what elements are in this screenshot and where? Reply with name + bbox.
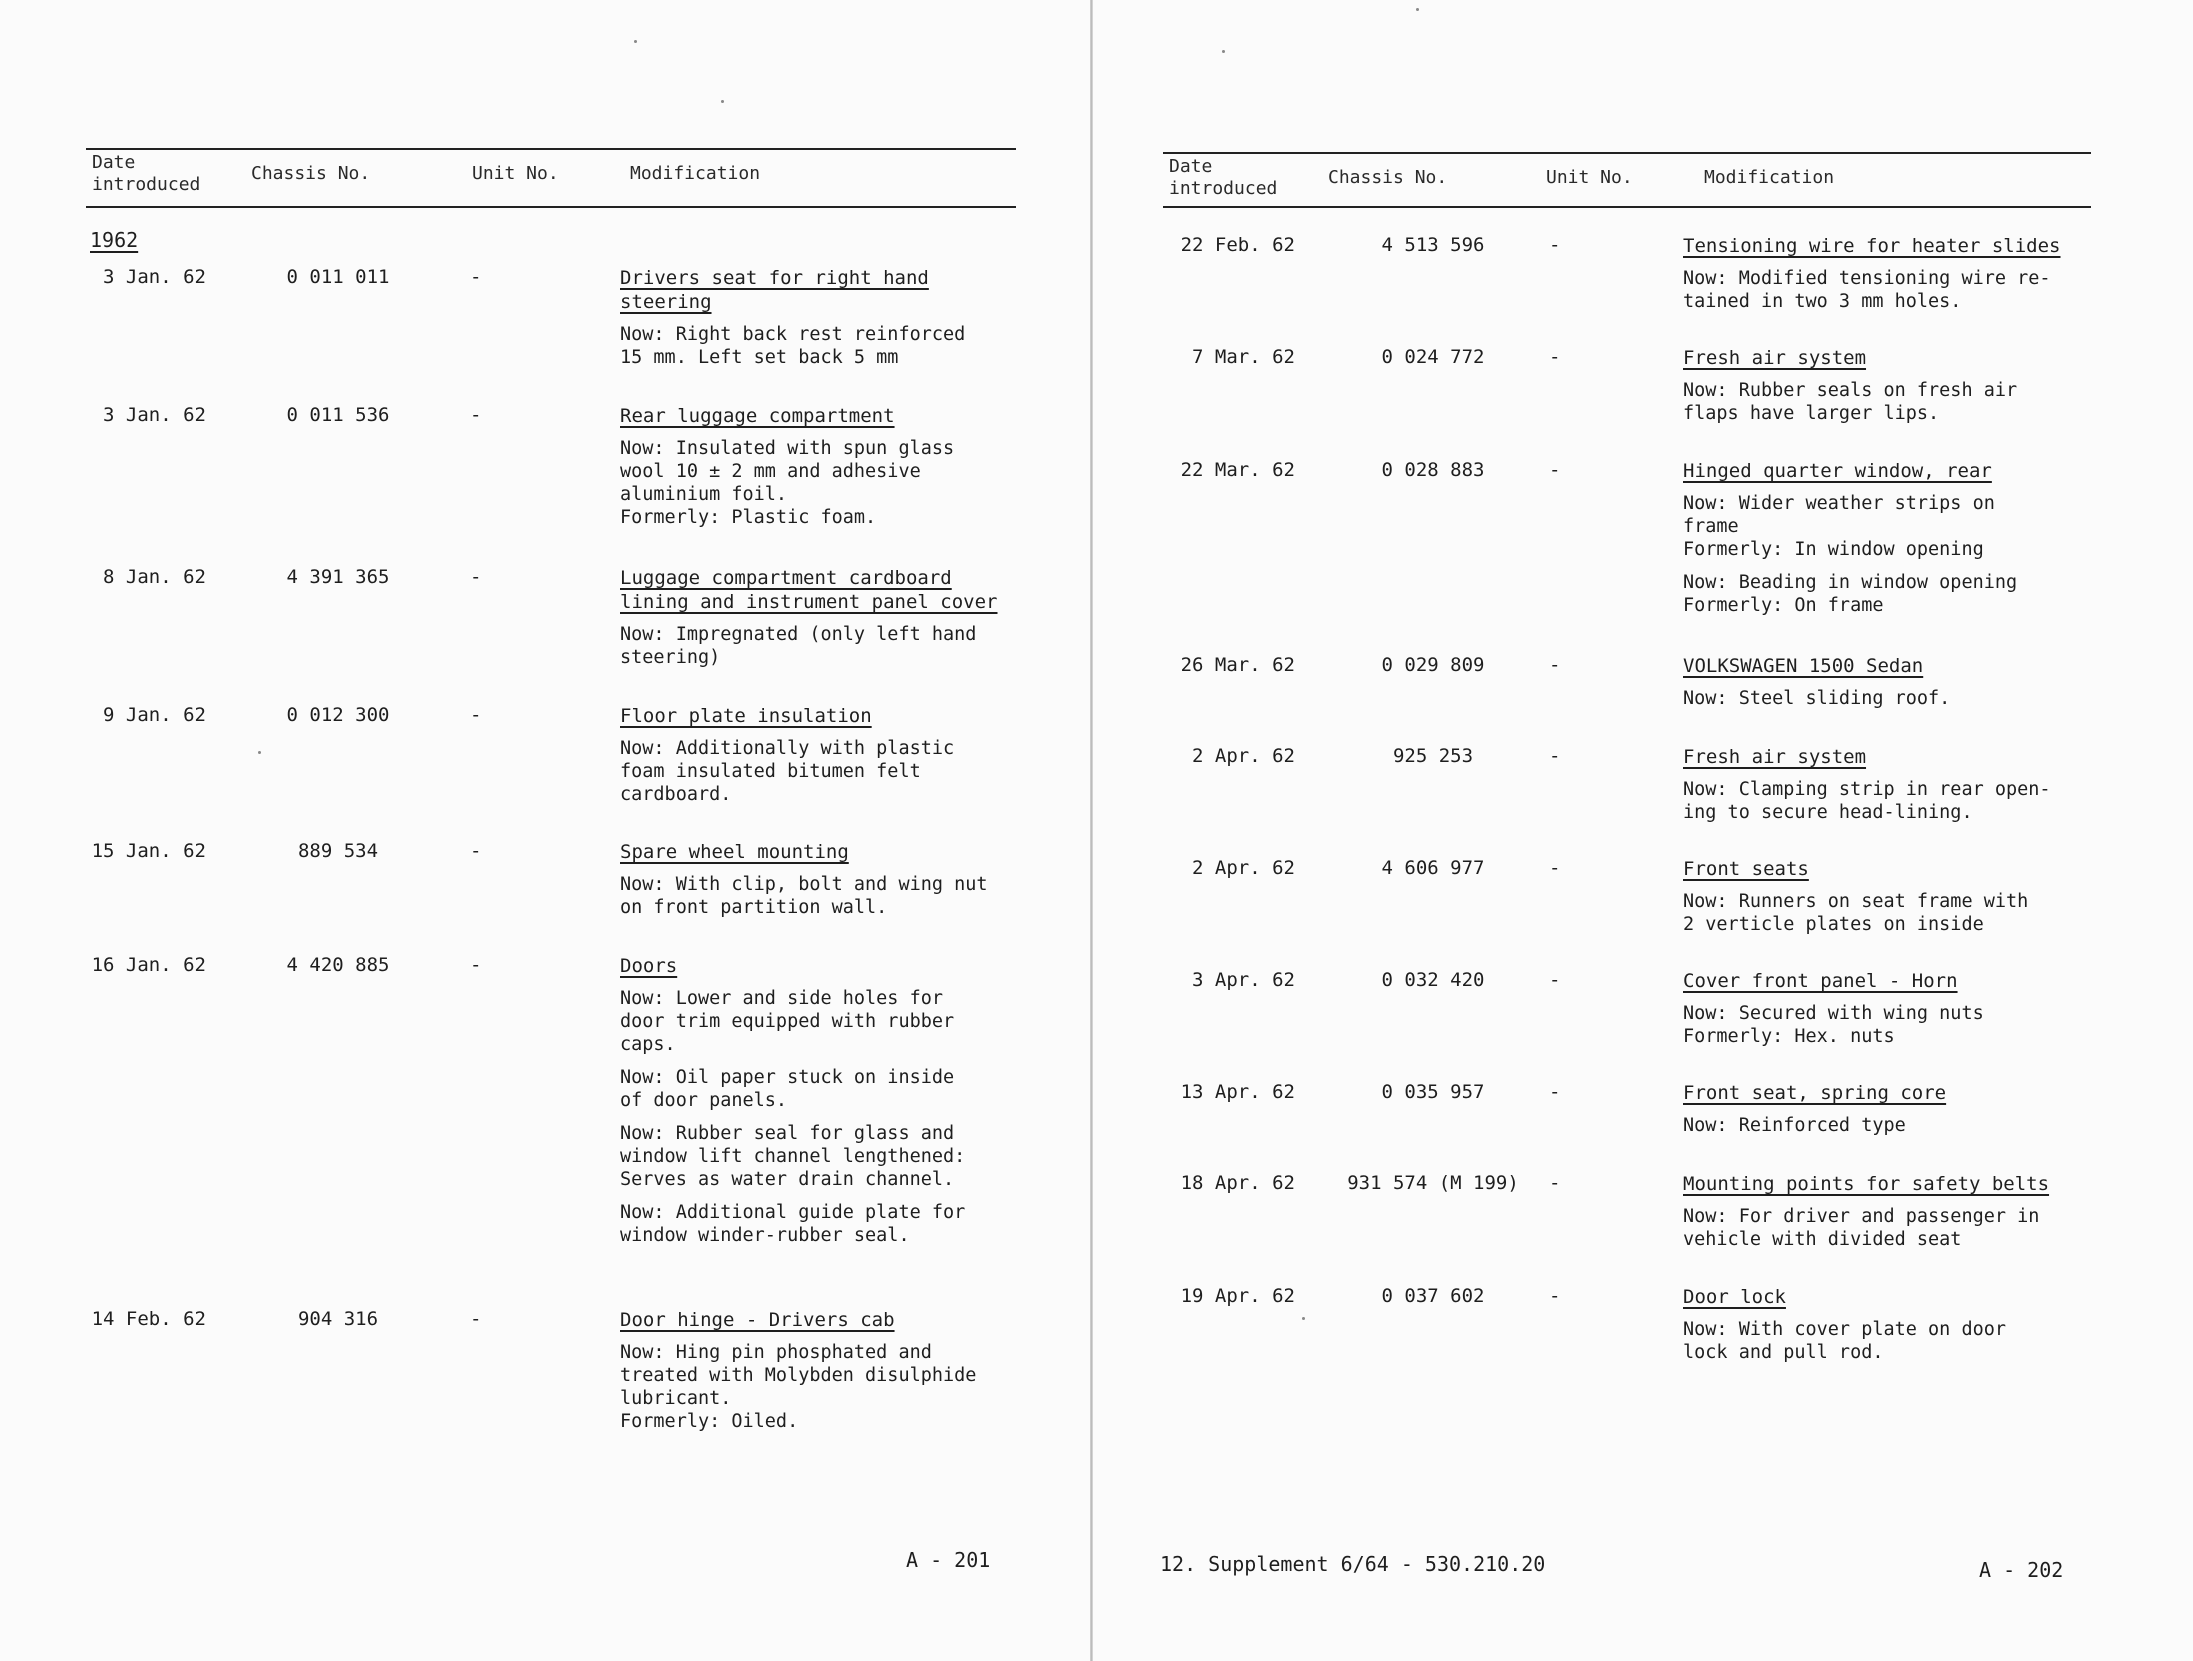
entry-date: 18 Apr. 62	[1180, 1172, 1295, 1194]
scan-speck	[1222, 50, 1225, 53]
entry-chassis-no: 0 032 420	[1381, 969, 1485, 991]
entry-chassis-no: 925 253	[1392, 745, 1474, 767]
modification-note: Now: Secured with wing nuts Formerly: Hex. nuts	[1683, 1003, 1984, 1047]
entry-chassis-no: 0 035 957	[1381, 1081, 1485, 1103]
modification-title: Door lock	[1683, 1286, 1786, 1308]
modification-title: Rear luggage compartment	[620, 405, 895, 427]
entry-modification	[1683, 234, 2123, 323]
entry-unit-no: -	[470, 954, 482, 976]
modification-note: Now: With cover plate on door lock and pull rod.	[1683, 1319, 2007, 1363]
modification-title: Luggage compartment cardboard lining and instrument panel cover	[620, 567, 998, 613]
entry-modification	[620, 840, 1100, 929]
left-page	[0, 0, 1090, 1661]
entry-date: 19 Apr. 62	[1180, 1285, 1295, 1307]
entry-date: 26 Mar. 62	[1180, 654, 1295, 676]
modification-title: VOLKSWAGEN 1500 Sedan	[1683, 655, 1924, 677]
entry-modification	[1683, 969, 2123, 1058]
modification-note: Now: With clip, bolt and wing nut on front partition wall.	[620, 874, 988, 918]
right-page	[1093, 0, 2193, 1661]
modification-note: Now: Wider weather strips on frame Formerly: In window opening	[1683, 493, 1995, 560]
entry-date: 16 Jan. 62	[91, 954, 206, 976]
entry-modification	[620, 566, 1100, 679]
entry-unit-no: -	[470, 266, 482, 288]
entry-chassis-no: 931 574 (M 199)	[1347, 1172, 1519, 1194]
entry-date: 2 Apr. 62	[1192, 745, 1295, 767]
entry-unit-no: -	[470, 1308, 482, 1330]
entry-chassis-no: 889 534	[297, 840, 379, 862]
entry-date: 8 Jan. 62	[103, 566, 206, 588]
supplement-note: 12. Supplement 6/64 - 530.210.20	[1160, 1552, 1546, 1576]
table-header	[86, 148, 1016, 208]
scan-speck	[1416, 8, 1419, 11]
header-unit: Unit No.	[472, 163, 559, 184]
modification-title: Door hinge - Drivers cab	[620, 1309, 895, 1331]
entry-modification	[1683, 745, 2123, 834]
modification-note: Now: Modified tensioning wire re- tained in two 3 mm holes.	[1683, 268, 2051, 312]
entry-chassis-no: 4 420 885	[286, 954, 390, 976]
entry-date: 2 Apr. 62	[1192, 857, 1295, 879]
entry-unit-no: -	[470, 840, 482, 862]
header-unit: Unit No.	[1546, 167, 1633, 188]
header-chassis: Chassis No.	[1328, 167, 1448, 188]
year-heading: 1962	[90, 228, 139, 252]
modification-note: Now: Rubber seals on fresh air flaps have larger lips.	[1683, 380, 2018, 424]
page-number: A - 202	[1979, 1558, 2064, 1582]
entry-date: 15 Jan. 62	[91, 840, 206, 862]
entry-unit-no: -	[1549, 234, 1561, 256]
entry-chassis-no: 0 029 809	[1381, 654, 1485, 676]
entry-modification	[1683, 459, 2123, 627]
entry-unit-no: -	[1549, 1081, 1561, 1103]
header-modification: Modification	[1704, 167, 1835, 188]
entry-date: 7 Mar. 62	[1192, 346, 1295, 368]
entry-chassis-no: 0 028 883	[1381, 459, 1485, 481]
modification-note: Now: Right back rest reinforced 15 mm. Left set back 5 mm	[620, 324, 966, 368]
entry-modification	[1683, 1081, 2123, 1147]
entry-chassis-no: 0 024 772	[1381, 346, 1485, 368]
entry-chassis-no: 0 012 300	[286, 704, 390, 726]
entry-unit-no: -	[1549, 1172, 1561, 1194]
scan-speck	[1302, 1317, 1305, 1320]
scan-speck	[721, 100, 724, 103]
modification-note: Now: Steel sliding roof.	[1683, 688, 1951, 709]
entry-chassis-no: 4 391 365	[286, 566, 390, 588]
entry-modification	[620, 704, 1100, 816]
modification-title: Fresh air system	[1683, 746, 1867, 768]
page-number: A - 201	[906, 1548, 991, 1572]
entry-modification	[1683, 346, 2123, 435]
entry-unit-no: -	[1549, 346, 1561, 368]
modification-title: Spare wheel mounting	[620, 841, 849, 863]
modification-note: Now: Additional guide plate for window winder-rubber seal.	[620, 1202, 966, 1246]
entry-modification	[1683, 857, 2123, 946]
entry-unit-no: -	[1549, 745, 1561, 767]
entry-unit-no: -	[1549, 857, 1561, 879]
entry-date: 3 Jan. 62	[103, 404, 206, 426]
entry-modification	[1683, 654, 2123, 720]
entry-chassis-no: 0 011 536	[286, 404, 390, 426]
entry-modification	[620, 1308, 1100, 1443]
modification-note: Now: Insulated with spun glass wool 10 ± 2 mm and adhesive aluminium foil. Formerly: Plastic foam.	[620, 438, 955, 528]
entry-unit-no: -	[1549, 969, 1561, 991]
modification-note: Now: Additionally with plastic foam insulated bitumen felt cardboard.	[620, 738, 955, 805]
modification-note: Now: Rubber seal for glass and window lift channel lengthened: Serves as water drain channel.	[620, 1123, 966, 1190]
modification-note: Now: Hing pin phosphated and treated with Molybden disulphide lubricant. Formerly: Oiled.	[620, 1342, 977, 1432]
modification-title: Front seat, spring core	[1683, 1082, 1947, 1104]
entry-unit-no: -	[1549, 654, 1561, 676]
entry-modification	[620, 266, 1100, 379]
entry-date: 14 Feb. 62	[91, 1308, 206, 1330]
modification-note: Now: Impregnated (only left hand steering)	[620, 624, 977, 668]
modification-note: Now: Beading in window opening Formerly: On frame	[1683, 572, 2018, 616]
header-date	[92, 152, 200, 196]
modification-title: Fresh air system	[1683, 347, 1867, 369]
entry-chassis-no: 0 011 011	[286, 266, 390, 288]
entry-unit-no: -	[470, 566, 482, 588]
modification-title: Drivers seat for right hand steering	[620, 267, 929, 313]
modification-note: Now: For driver and passenger in vehicle with divided seat	[1683, 1206, 2040, 1250]
entry-date: 9 Jan. 62	[103, 704, 206, 726]
modification-title: Doors	[620, 955, 678, 977]
scan-speck	[634, 40, 637, 43]
entry-modification	[620, 954, 1100, 1257]
header-date-line2: introduced	[92, 174, 201, 195]
entry-date: 13 Apr. 62	[1180, 1081, 1295, 1103]
modification-title: Cover front panel - Horn	[1683, 970, 1958, 992]
entry-chassis-no: 0 037 602	[1381, 1285, 1485, 1307]
modification-note: Now: Clamping strip in rear open- ing to secure head-lining.	[1683, 779, 2051, 823]
header-date-line2: introduced	[1169, 178, 1278, 199]
entry-chassis-no: 4 513 596	[1381, 234, 1485, 256]
entry-chassis-no: 4 606 977	[1381, 857, 1485, 879]
entry-unit-no: -	[1549, 1285, 1561, 1307]
entry-unit-no: -	[470, 704, 482, 726]
entry-modification	[1683, 1285, 2123, 1374]
entry-modification	[1683, 1172, 2123, 1261]
modification-title: Hinged quarter window, rear	[1683, 460, 1992, 482]
header-date-line1: Date	[1169, 156, 1213, 177]
entry-chassis-no: 904 316	[297, 1308, 379, 1330]
entry-unit-no: -	[470, 404, 482, 426]
entry-unit-no: -	[1549, 459, 1561, 481]
table-header	[1163, 152, 2091, 208]
modification-note: Now: Lower and side holes for door trim equipped with rubber caps.	[620, 988, 955, 1055]
entry-modification	[620, 404, 1100, 539]
header-date-line1: Date	[92, 152, 136, 173]
entry-date: 3 Apr. 62	[1192, 969, 1295, 991]
scan-speck	[258, 751, 261, 754]
modification-note: Now: Runners on seat frame with 2 verticle plates on inside	[1683, 891, 2029, 935]
entry-date: 22 Mar. 62	[1180, 459, 1295, 481]
header-date	[1169, 156, 1277, 200]
header-chassis: Chassis No.	[251, 163, 371, 184]
entry-date: 3 Jan. 62	[103, 266, 206, 288]
entry-date: 22 Feb. 62	[1180, 234, 1295, 256]
header-modification: Modification	[630, 163, 761, 184]
modification-title: Mounting points for safety belts	[1683, 1173, 2050, 1195]
modification-title: Floor plate insulation	[620, 705, 872, 727]
modification-title: Tensioning wire for heater slides	[1683, 235, 2061, 257]
modification-title: Front seats	[1683, 858, 1809, 880]
modification-note: Now: Oil paper stuck on inside of door panels.	[620, 1067, 955, 1111]
modification-note: Now: Reinforced type	[1683, 1115, 1906, 1136]
